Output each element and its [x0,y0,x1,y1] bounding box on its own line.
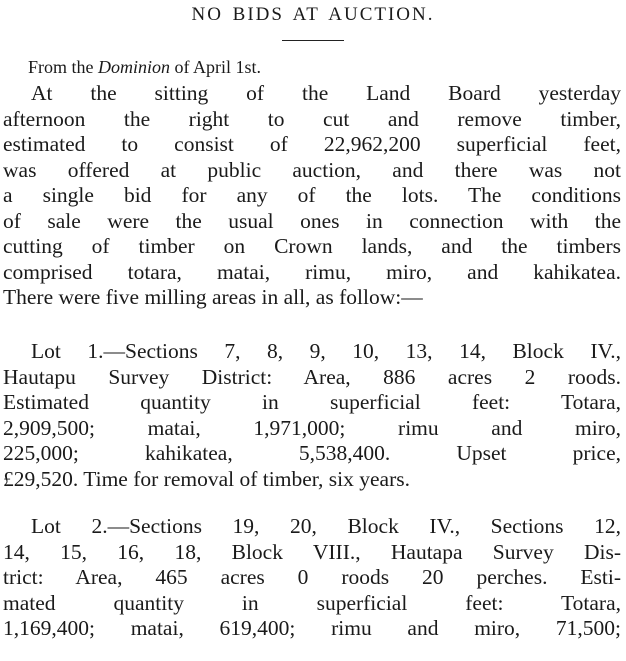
paragraph-line: was offered at public auction, and there was not [3,157,621,182]
paragraph-line: Lot 1.—Sections 7, 8, 9, 10, 13, 14, Block IV., [31,339,621,363]
paragraph-line: afternoon the right to cut and remove timber, [3,106,621,131]
paragraph-line: of sale were the usual ones in connection with the [3,208,621,233]
paragraph-line: 14, 15, 16, 18, Block VIII., Hautapa Survey Dis- [3,539,621,564]
article-paragraph-lot-1 [3,339,621,492]
paragraph-line: 1,169,400; matai, 619,400; rimu and miro, 71,500; [3,616,621,640]
paragraph-line: Hautapu Survey District: Area, 886 acres 2 roods. [3,364,621,389]
headline-divider [282,40,344,41]
paragraph-line: comprised totara, matai, rimu, miro, and kahikatea. [3,259,621,284]
paragraph-line: 225,000; kahikatea, 5,538,400. Upset price, [3,441,621,465]
article-paragraph-lot-2 [3,514,621,642]
article-paragraph-intro [3,81,621,311]
paragraph-line: 2,909,500; matai, 1,971,000; rimu and miro, [3,415,621,440]
paragraph-line: trict: Area, 465 acres 0 roods 20 perches. Esti- [3,565,621,589]
article-headline: NO BIDS AT AUCTION. [191,4,435,25]
source-publication: Dominion [98,57,170,77]
paragraph-line: estimated to consist of 22,962,200 superficial feet, [3,132,621,156]
paragraph-line: Lot 2.—Sections 19, 20, Block IV., Sections 12, [31,514,621,538]
paragraph-line: At the sitting of the Land Board yesterday [31,81,621,105]
paragraph-line: mated quantity in superficial feet: Totara, [3,590,621,615]
paragraph-line: cutting of timber on Crown lands, and the timbers [3,234,621,258]
source-suffix: of April 1st. [170,57,262,77]
paragraph-line: There were five milling areas in all, as follow:— [3,285,423,309]
paragraph-line: a single bid for any of the lots. The conditions [3,183,621,207]
paragraph-line: £29,520. Time for removal of timber, six years. [3,466,410,491]
paragraph-line: Estimated quantity in superficial feet: Totara, [3,390,621,414]
source-prefix: From the [28,57,98,77]
source-line [28,57,261,78]
